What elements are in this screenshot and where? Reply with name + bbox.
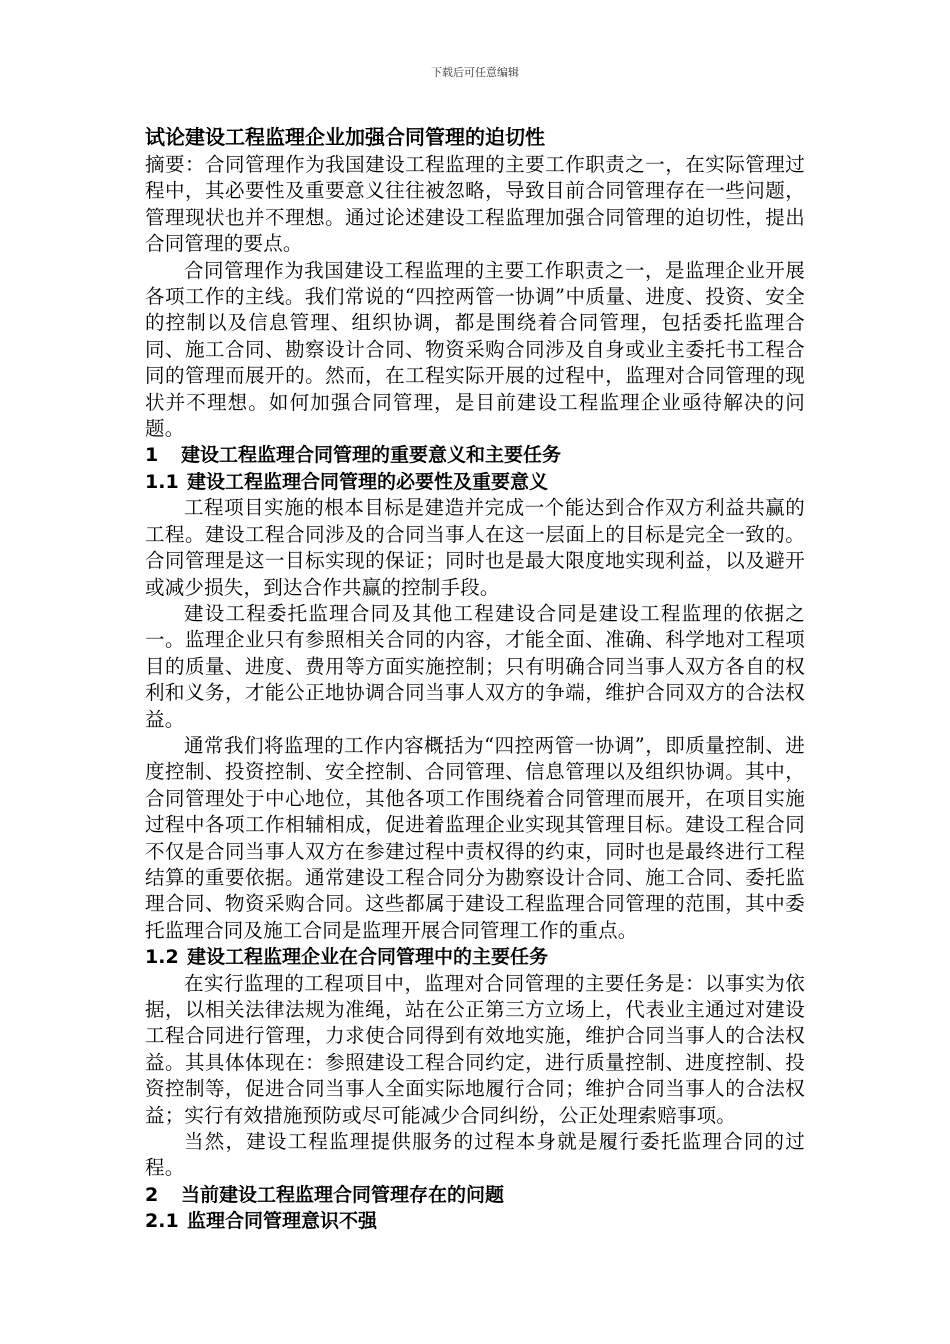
section-number: 1.2 [145, 946, 179, 969]
page-header-note: 下载后可任意编辑 [431, 66, 519, 79]
document-title: 试论建设工程监理企业加强合同管理的迫切性 [145, 125, 545, 149]
section-title: 建设工程监理企业在合同管理中的主要任务 [187, 946, 549, 969]
section-1-1-heading [145, 469, 805, 495]
body-paragraph: 当然，建设工程监理提供服务的过程本身就是履行委托监理合同的过程。 [145, 1130, 805, 1180]
intro-paragraph: 合同管理作为我国建设工程监理的主要工作职责之一，是监理企业开展各项工作的主线。我们常说的“四控两管一协调”中质量、进度、投资、安全的控制以及信息管理、组织协调，都是围绕着合同管理，包括委托监理合同、施工合同、勘察设计合同、物资采购合同涉及自身或业主委托书工程合同的管理而展开的。然而，在工程实际开展的过程中，监理对合同管理的现状并不理想。如何加强合同管理，是目前建设工程监理企业亟待解决的问题。 [145, 258, 805, 441]
section-number: 1 [145, 444, 159, 467]
body-paragraph: 通常我们将监理的工作内容概括为“四控两管一协调”，即质量控制、进度控制、投资控制、安全控制、合同管理、信息管理以及组织协调。其中，合同管理处于中心地位，其他各项工作围绕着合同管理而展开，在项目实施过程中各项工作相辅相成，促进着监理企业实现其管理目标。建设工程合同不仅是合同当事人双方在参建过程中责权得的约束，同时也是最终进行工程结算的重要依据。通常建设工程合同分为勘察设计合同、施工合同、委托监理合同、物资采购合同。这些都属于建设工程监理合同管理的范围，其中委托监理合同及施工合同是监理开展合同管理工作的重点。 [145, 733, 805, 942]
section-number: 1.1 [145, 470, 179, 493]
body-paragraph: 工程项目实施的根本目标是建造并完成一个能达到合作双方利益共赢的工程。建设工程合同涉及的合同当事人在这一层面上的目标是完全一致的。合同管理是这一目标实现的保证；同时也是最大限度地实现利益，以及避开或减少损失，到达合作共赢的控制手段。 [145, 496, 805, 599]
section-title: 建设工程监理合同管理的重要意义和主要任务 [181, 444, 562, 467]
section-2-heading [145, 1182, 805, 1208]
section-number: 2.1 [145, 1210, 179, 1233]
section-title: 建设工程监理合同管理的必要性及重要意义 [187, 470, 549, 493]
abstract-paragraph: 摘要：合同管理作为我国建设工程监理的主要工作职责之一，在实际管理过程中，其必要性及重要意义往往被忽略，导致目前合同管理存在一些问题，管理现状也并不理想。通过论述建设工程监理加强合同管理的迫切性，提出合同管理的要点。 [145, 153, 805, 256]
document-body [145, 122, 805, 1235]
section-title: 监理合同管理意识不强 [187, 1210, 378, 1233]
body-paragraph: 建设工程委托监理合同及其他工程建设合同是建设工程监理的依据之一。监理企业只有参照相关合同的内容，才能全面、准确、科学地对工程项目的质量、进度、费用等方面实施控制；只有明确合同当事人双方各自的权利和义务，才能公正地协调合同当事人双方的争端，维护合同双方的合法权益。 [145, 601, 805, 731]
section-2-1-heading [145, 1208, 805, 1234]
body-paragraph: 在实行监理的工程项目中，监理对合同管理的主要任务是：以事实为依据，以相关法律法规为准绳，站在公正第三方立场上，代表业主通过对建设工程合同进行管理，力求使合同得到有效地实施，维护合同当事人的合法权益。其具体体现在：参照建设工程合同约定，进行质量控制、进度控制、投资控制等，促进合同当事人全面实际地履行合同；维护合同当事人的合法权益；实行有效措施预防或尽可能减少合同纠纷，公正处理索赔事项。 [145, 971, 805, 1127]
section-number: 2 [145, 1183, 159, 1206]
section-1-heading [145, 442, 805, 468]
section-1-2-heading [145, 944, 805, 970]
section-title: 当前建设工程监理合同管理存在的问题 [181, 1183, 505, 1206]
